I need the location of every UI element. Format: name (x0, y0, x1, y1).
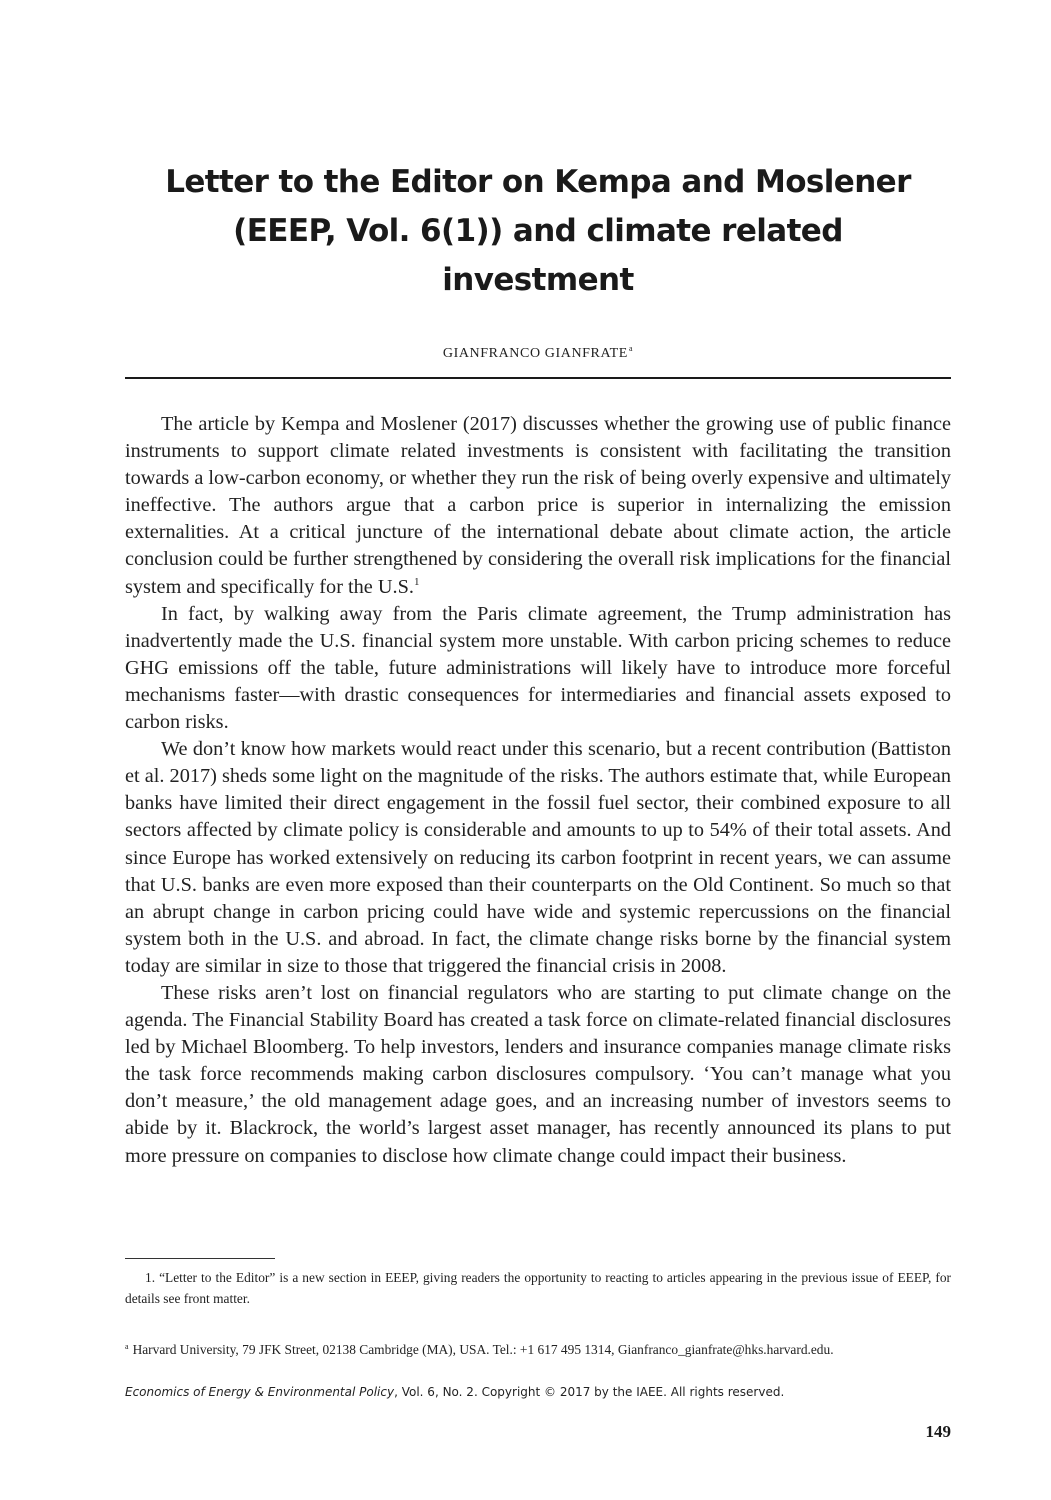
body-paragraph: We don’t know how markets would react under this scenario, but a recent contribution (Battiston et al. 2017) sheds some light on the magnitude of the risks. The authors estimate that, while European banks have limited their direct engagement in the fossil fuel sector, their combined exposure to all sectors affected by climate policy is considerable and amounts to up to 54% of their total assets. And since Europe has worked extensively on reducing its carbon footprint in recent years, we can assume that U.S. banks are even more exposed than their counterparts on the Old Continent. So much so that an abrupt change in carbon pricing could have wide and systemic repercussions on the financial system both in the U.S. and abroad. In fact, the climate change risks borne by the financial system today are similar in size to those that triggered the financial crisis in 2008. (125, 738, 951, 977)
author-affiliation-mark: a (628, 344, 634, 353)
title-divider (125, 377, 951, 379)
copyright-text: , Vol. 6, No. 2. Copyright © 2017 by the IAEE. All rights reserved. (394, 1385, 785, 1399)
page-number: 149 (925, 1422, 951, 1441)
title-line: (EEEP, Vol. 6(1)) and climate related (233, 213, 843, 249)
paragraph-text: The article by Kempa and Moslener (2017) discusses whether the growing use of public finance instruments to support climate related investments is consistent with facilitating the transition towards a low-carbon economy, or whether they run the risk of being overly expensive and ultimately ineffective. The authors argue that a carbon price is superior in internalizing the emission externalities. At a critical juncture of the international debate about climate action, the article conclusion could be further strengthened by considering the overall risk implications for the financial system and specifically for the U.S. (125, 413, 951, 598)
body-paragraph: These risks aren’t lost on financial regulators who are starting to put climate change on the agenda. The Financial Stability Board has created a task force on climate-related financial disclosures led by Michael Bloomberg. To help investors, lenders and insurance companies manage climate risks the task force recommends making carbon disclosures compulsory. ‘You can’t manage what you don’t measure,’ the old management adage goes, and an increasing number of investors seems to abide by it. Blackrock, the world’s largest asset manager, has recently announced its plans to put more pressure on companies to disclose how climate change could impact their business. (125, 981, 951, 1167)
body-paragraph: In fact, by walking away from the Paris climate agreement, the Trump administration has inadvertently made the U.S. financial system more unstable. With carbon pricing schemes to reduce GHG emissions off the table, future administrations will likely have to introduce more forceful mechanisms faster—with drastic consequences for intermediaries and financial assets exposed to carbon risks. (125, 602, 951, 734)
author-byline (125, 344, 951, 362)
journal-name: Economics of Energy & Environmental Policy (125, 1385, 395, 1399)
article-body (125, 411, 951, 1170)
article-title (125, 158, 951, 305)
body-paragraph (125, 411, 951, 601)
footnote-divider (125, 1258, 275, 1259)
footnote-1: 1. “Letter to the Editor” is a new section in EEEP, giving readers the opportunity to reacting to articles appearing in the previous issue of EEEP, for details see front matter. (125, 1270, 951, 1306)
footnote-reference: 1 (413, 575, 420, 588)
title-line: Letter to the Editor on Kempa and Moslener (165, 164, 911, 200)
affiliation-mark: a (125, 1342, 129, 1351)
affiliation-text: Harvard University, 79 JFK Street, 02138 Cambridge (MA), USA. Tel.: +1 617 495 1314, Gianfranco_gianfrate@hks.harvard.edu. (132, 1342, 834, 1357)
author-name: GIANFRANCO GIANFRATE (442, 346, 628, 361)
author-affiliation-note (125, 1337, 951, 1361)
copyright-line (125, 1383, 951, 1401)
title-line: investment (442, 262, 634, 298)
